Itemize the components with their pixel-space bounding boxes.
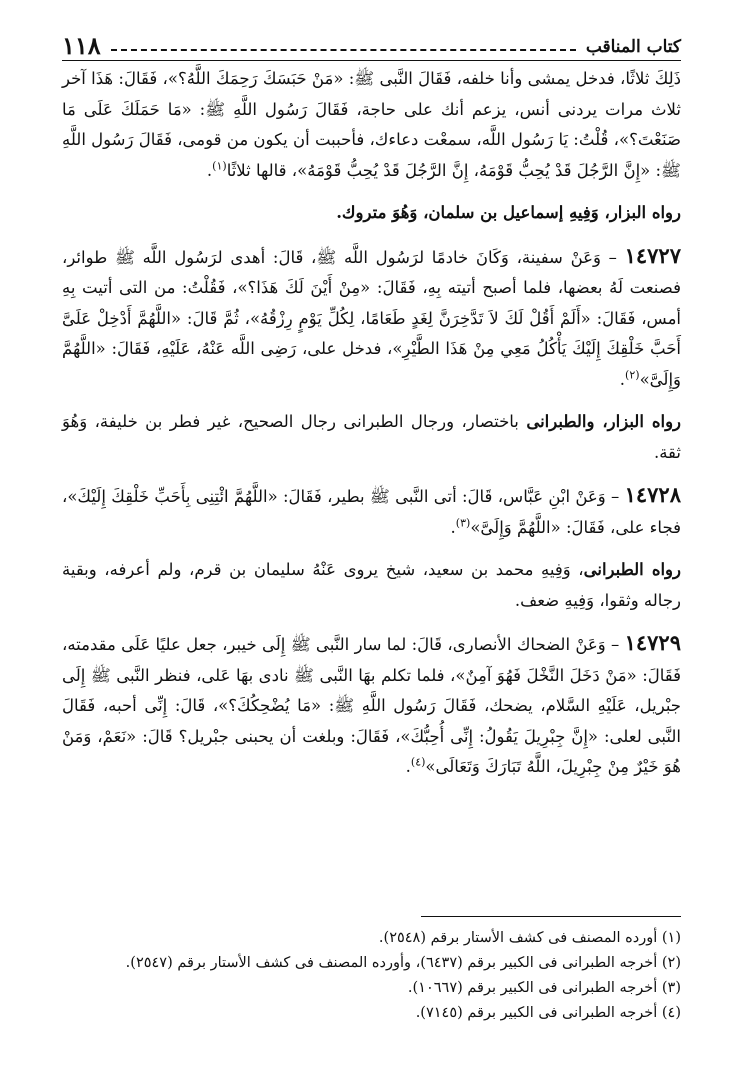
source-note-text: ، وَفِيهِ محمد بن سعيد، شيخ يروى عَنْهُ سليمان بن قرم، ولم أعرفه، وبقية رجاله وثقوا، وَفِيهِ ضعف. [62,560,681,610]
hadith-text: – وَعَنْ ابْنِ عَبَّاس، قَالَ: أتى النَّبى ﷺ بطير، فَقَالَ: «اللَّهُمَّ ائْتِنِى بِأَحَبِّ خَلْقِكَ إِلَيْكَ»، فجاء على، فَقَالَ: «اللَّهُمَّ وَإِلَىَّ» [62,487,681,537]
source-note [62,555,681,616]
hadith-text: – وَعَنْ الضحاك الأنصارى، قَالَ: لما سار النَّبى ﷺ إِلَى خيبر، جعل عليًا عَلَى مقدمته، فَقَالَ: «مَنْ دَخَلَ النَّخْلَ فَهُوَ آمِنٌ»، فلما تكلم بهَا النَّبى ﷺ نادى بهَا عَلى، فنظر النَّبى ﷺ إِلَى جبْريل، عَلَيْهِ السَّلام، يضحك، فَقَالَ رَسُول اللَّهِ ﷺ: «مَا يُضْحِكُكَ؟»، قَالَ: إِنِّى أحبه، فَقَالَ النَّبى لعلى: «إِنَّ جِبْرِيلَ يَقُولُ: إِنِّى أُحِبُّكَ»، فَقَالَ: وبلغت أن يحبنى جبْريل؟ قَالَ: «نَعَمْ، وَمَنْ هُوَ خَيْرٌ مِنْ جِبْرِيلَ، اللَّهُ تَبَارَكَ وَتَعَالَى» [62,635,681,776]
footnote-ref: (٤) [410,755,426,769]
hadith-14727: ١٤٧٢٧ – وَعَنْ سفينة، وَكَانَ خادمًا لرَسُول اللَّه ﷺ، قَالَ: أهدى لرَسُول اللَّه ﷺ طوائر، فصنعت لَهُ بعضها، فلما أصبح أتيته بِهِ، فَقَالَ: «مِنْ أَيْنَ لَكَ هَذَا؟»، فَقُلْتُ: من التى أتيت بِهِ أمس، فَقَالَ: «أَلَمْ أَقُلْ لَكَ لاَ تَدَّخِرَنَّ لِغَدٍ طَعَامًا، لِكُلِّ يَوْمٍ رِزْقُهُ»، ثُمَّ قَالَ: «اللَّهُمَّ أَدْخِلْ عَلَىَّ أَحَبَّ خَلْقِكَ إِلَيْكَ يَأْكُلُ مَعِي مِنْ هَذَا الطَّيْرِ»، فدخل على، رَضِى اللَّه عَنْهُ، عَلَيْهِ، فَقَالَ: «اللَّهُمَّ وَإِلَىَّ»$^{(٢)}$. [62,242,681,389]
source-note [62,407,681,468]
source-note-text: باختصار، ورجال الطبرانى رجال الصحيح، غير فطر بن خليفة، وَهُوَ ثقة. [62,412,681,462]
hadith-text: – وَعَنْ سفينة، وَكَانَ خادمًا لرَسُول اللَّه ﷺ، قَالَ: أهدى لرَسُول اللَّه ﷺ طوائر، فصنعت لَهُ بعضها، فلما أصبح أتيته بِهِ، فَقَالَ: «مِنْ أَيْنَ لَكَ هَذَا؟»، فَقُلْتُ: من التى أتيت بِهِ أمس، فَقَالَ: «أَلَمْ أَقُلْ لَكَ لاَ تَدَّخِرَنَّ لِغَدٍ طَعَامًا، لِكُلِّ يَوْمٍ رِزْقُهُ»، ثُمَّ قَالَ: «اللَّهُمَّ أَدْخِلْ عَلَىَّ أَحَبَّ خَلْقِكَ إِلَيْكَ يَأْكُلُ مَعِي مِنْ هَذَا الطَّيْرِ»، فدخل على، رَضِى اللَّه عَنْهُ، عَلَيْهِ، فَقَالَ: «اللَّهُمَّ وَإِلَىَّ» [62,247,681,389]
page-header [62,32,681,61]
book-title: كتاب المناقب [585,37,681,57]
footnote-2: (٢) أخرجه الطبرانى فى الكبير برقم (٦٤٣٧)، وأورده المصنف فى كشف الأستار برقم (٢٥٤٧). [125,955,681,971]
hadith-number: ١٤٧٢٩ [624,630,681,655]
footnote-ref: (٢) [625,368,640,381]
hadith-14728: ١٤٧٢٨ – وَعَنْ ابْنِ عَبَّاس، قَالَ: أتى النَّبى ﷺ بطير، فَقَالَ: «اللَّهُمَّ ائْتِنِى بِأَحَبِّ خَلْقِكَ إِلَيْكَ»، فجاء على، فَقَالَ: «اللَّهُمَّ وَإِلَىَّ»$^{(٣)}$. [62,482,681,537]
page-body [62,64,681,783]
header-dashes [111,49,576,51]
source-note-bold: رواه البزار، والطبرانى [526,412,681,431]
hadith-14729: ١٤٧٢٩ – وَعَنْ الضحاك الأنصارى، قَالَ: لما سار النَّبى ﷺ إِلَى خيبر، جعل عليًا عَلَى مقدمته، فَقَالَ: «مَنْ دَخَلَ النَّخْلَ فَهُوَ آمِنٌ»، فلما تكلم بهَا النَّبى ﷺ نادى بهَا عَلى، فنظر النَّبى ﷺ إِلَى جبْريل، عَلَيْهِ السَّلام، يضحك، فَقَالَ رَسُول اللَّهِ ﷺ: «مَا يُضْحِكُكَ؟»، قَالَ: إِنِّى أحبه، فَقَالَ النَّبى لعلى: «إِنَّ جِبْرِيلَ يَقُولُ: إِنِّى أُحِبُّكَ»، فَقَالَ: وبلغت أن يحبنى جبْريل؟ قَالَ: «نَعَمْ، وَمَنْ هُوَ خَيْرٌ مِنْ جِبْرِيلَ، اللَّهُ تَبَارَكَ وَتَعَالَى»$^{(٤)}$. [62,630,681,776]
paragraph-text: ذَلِكَ ثلاثًا، فدخل يمشى وأنا خلفه، فَقَالَ النَّبى ﷺ: «مَنْ حَبَسَكَ رَحِمَكَ اللَّهُ؟»، فَقَالَ: هَذَا آخر ثلاث مرات يردنى أنس، يزعم أنك على حاجة، فَقَالَ رَسُول اللَّهِ ﷺ: «مَا حَمَلَكَ عَلَى مَا صَنَعْتَ؟»، قُلْتُ: يَا رَسُول اللَّه، سمعْت دعاءك، فأحببت أن يكون من قومى، فَقَالَ رَسُول اللَّهِ ﷺ: «إِنَّ الرَّجُلَ قَدْ يُحِبُّ قَوْمَهُ، إِنَّ الرَّجُلَ قَدْ يُحِبُّ قَوْمَهُ»، قالها ثلاثًا [62,69,681,180]
page-number: ١١٨ [62,31,101,60]
footnote-ref: (١) [212,159,227,172]
footnote-ref: (٣) [455,516,471,529]
footnote-4: (٤) أخرجه الطبرانى فى الكبير برقم (٧١٤٥). [415,1005,681,1021]
source-note-text: رواه البزار، وَفِيهِ إسماعيل بن سلمان، وَهُوَ متروك. [336,203,681,222]
footnotes [62,926,681,1026]
hadith-number: ١٤٧٢٨ [624,482,681,507]
source-note-bold: رواه الطبرانى [583,560,681,579]
paragraph-continuation: ذَلِكَ ثلاثًا، فدخل يمشى وأنا خلفه، فَقَالَ النَّبى ﷺ: «مَنْ حَبَسَكَ رَحِمَكَ اللَّهُ؟»، فَقَالَ: هَذَا آخر ثلاث مرات يردنى أنس، يزعم أنك على حاجة، فَقَالَ رَسُول اللَّهِ ﷺ: «مَا حَمَلَكَ عَلَى مَا صَنَعْتَ؟»، قُلْتُ: يَا رَسُول اللَّه، سمعْت دعاءك، فأحببت أن يكون من قومى، فَقَالَ رَسُول اللَّهِ ﷺ: «إِنَّ الرَّجُلَ قَدْ يُحِبُّ قَوْمَهُ، إِنَّ الرَّجُلَ قَدْ يُحِبُّ قَوْمَهُ»، قالها ثلاثًا$^{(١)}$. [62,69,681,180]
footnote-3: (٣) أخرجه الطبرانى فى الكبير برقم (١٠٦٦٧). [407,980,681,996]
footnote-1: (١) أورده المصنف فى كشف الأستار برقم (٢٥٤٨). [378,930,681,946]
footnote-divider [421,916,681,917]
source-note [62,198,681,229]
hadith-number: ١٤٧٢٧ [624,242,681,268]
